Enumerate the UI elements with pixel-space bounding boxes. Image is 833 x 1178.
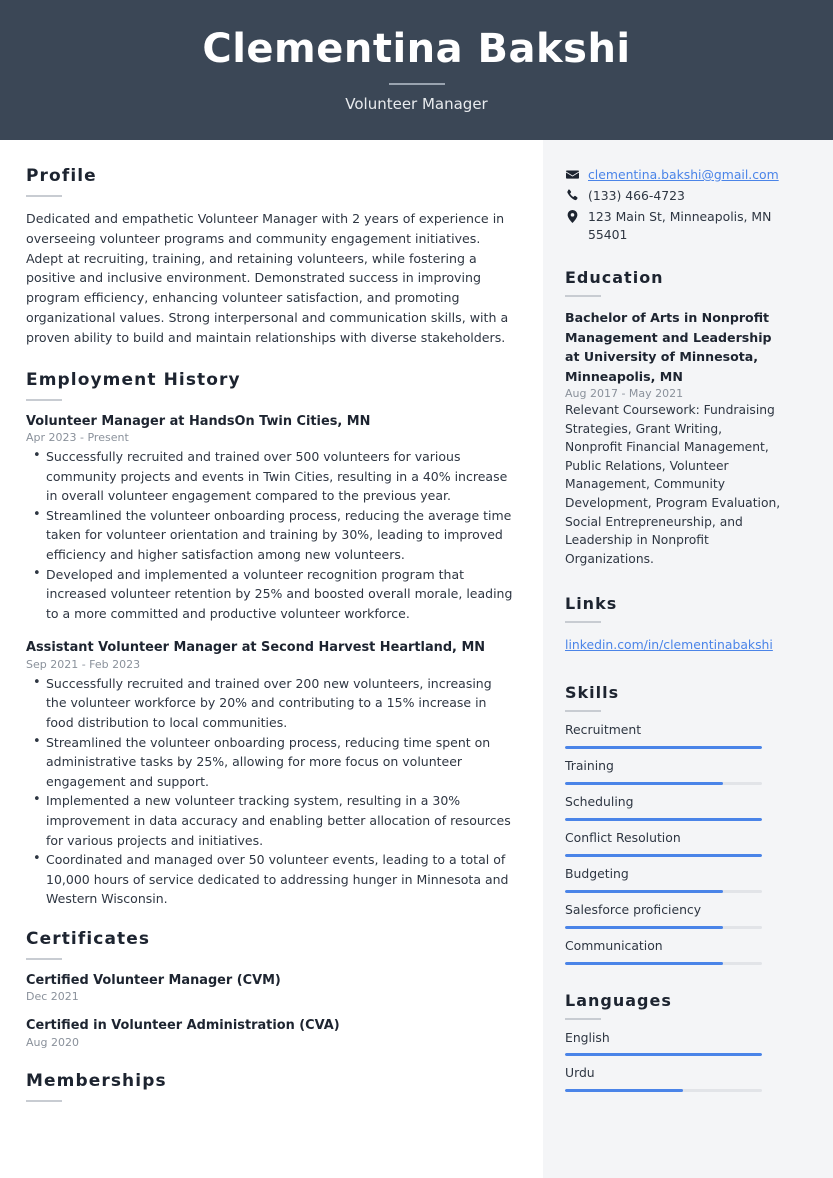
skill-level-bar [565,818,762,821]
section-education [565,268,783,568]
section-certificates [26,929,515,1049]
resume-body [0,140,833,1178]
certificate-title: Certified Volunteer Manager (CVM) [26,972,281,988]
sidebar-column [543,140,833,1178]
skill-label: Salesforce proficiency [565,901,702,917]
skill-item [565,759,783,785]
skill-level-bar [565,782,762,785]
employment-entry [26,413,515,624]
envelope-icon [565,166,579,181]
section-profile [26,166,515,348]
skill-label: Conflict Resolution [565,830,681,846]
skill-level-bar [565,962,762,965]
list-item: • Successfully recruited and trained over 500 volunteers for various community projects and events in Twin Cities, resulting in a 40% increase in overall volunteer engagement compared to the previous year. [26,447,515,506]
language-level-bar [565,1053,762,1056]
skills-list [565,723,783,964]
main-column [0,140,543,1178]
section-employment-history [26,370,515,909]
skill-label: Recruitment [565,722,642,738]
language-level-bar [565,1089,762,1092]
contact-value: 123 Main St, Minneapolis, MN 55401 [588,209,772,242]
skill-level-fill [565,926,723,929]
section-memberships [26,1071,515,1102]
section-rule [565,295,601,297]
employment-bullets [26,674,515,909]
list-item: • Coordinated and managed over 50 volunteer events, leading to a total of 10,000 hours of service dedicated to addressing hunger in Minnesota and Western Wisconsin. [26,850,515,909]
location-pin-icon [565,208,579,223]
header-divider [389,83,445,85]
skill-level-fill [565,818,762,821]
section-heading-certificates: Certificates [26,928,151,949]
section-rule [26,958,62,960]
skill-item [565,867,783,893]
employment-date: Apr 2023 - Present [26,431,129,444]
phone-icon [565,187,579,201]
language-level-fill [565,1053,762,1056]
employment-date: Sep 2021 - Feb 2023 [26,657,141,671]
skill-item [565,723,783,749]
section-heading-languages: Languages [565,990,672,1010]
skill-label: Scheduling [565,794,634,810]
employment-bullets [26,447,515,623]
contact-row [565,187,783,205]
education-date: Aug 2017 - May 2021 [565,387,684,401]
section-rule [26,1100,62,1102]
contact-row [565,208,783,244]
language-label: English [565,1029,610,1045]
skill-item [565,939,783,965]
languages-list [565,1031,783,1093]
language-level-fill [565,1089,683,1092]
skill-level-fill [565,890,723,893]
skill-label: Training [565,758,614,774]
section-heading-profile: Profile [26,166,97,186]
contact-email-link[interactable]: clementina.bakshi@gmail.com [588,167,779,182]
language-item [565,1031,783,1057]
skill-level-bar [565,854,762,857]
section-rule [565,710,601,712]
list-item: • Successfully recruited and trained over 200 new volunteers, increasing the volunteer workforce by 20% and contributing to a 15% increase in food distribution to local communities. [26,674,515,733]
resume-header [0,0,833,140]
education-description: Relevant Coursework: Fundraising Strategies, Grant Writing, Nonprofit Financial Management, Public Relations, Volunteer Management, Community Development, Program Evaluation, Social Entrepreneurship, and Leadership in Nonprofit Organizations. [565,403,781,566]
contact-value: (133) 466-4723 [588,188,685,203]
section-languages [565,991,783,1093]
section-links [565,594,783,653]
certificate-title: Certified in Volunteer Administration (CVA) [26,1018,340,1034]
certificate-entry [26,972,515,1003]
language-item [565,1066,783,1092]
language-label: Urdu [565,1065,595,1081]
section-heading-links: Links [565,594,618,614]
profile-text: Dedicated and empathetic Volunteer Manager with 2 years of experience in overseeing volunteer programs and community engagement initiatives. Adept at recruiting, training, and retaining volunteers, while fostering a positive and inclusive environment. Demonstrated success in improving program efficiency, enhancing volunteer satisfaction, and promoting organizational values. Strong interpersonal and communication skills, with a proven ability to build and maintain relationships with diverse stakeholders. [26,211,509,345]
skill-item [565,903,783,929]
section-rule [565,1018,601,1020]
skill-label: Budgeting [565,865,629,881]
skill-level-fill [565,854,762,857]
employment-entry [26,639,515,909]
candidate-name: Clementina Bakshi [202,26,631,72]
list-item: • Streamlined the volunteer onboarding process, reducing the average time taken for volunteer orientation and training by 30%, leading to improved efficiency and higher satisfaction among new volunteers. [26,506,515,565]
skill-label: Communication [565,937,663,953]
list-item: • Developed and implemented a volunteer recognition program that increased volunteer retention by 25% and boosted overall morale, leading to a more committed and productive volunteer workforce. [26,565,515,624]
list-item: • Streamlined the volunteer onboarding process, reducing time spent on administrative tasks by 25%, allowing for more focus on volunteer engagement and support. [26,733,515,792]
employment-list [26,413,515,909]
section-rule [565,621,601,623]
skill-item [565,831,783,857]
candidate-job-title: Volunteer Manager [345,95,488,113]
skill-level-bar [565,746,762,749]
section-heading-memberships: Memberships [26,1070,167,1091]
section-skills [565,683,783,964]
section-heading-education: Education [565,268,664,287]
certificates-list [26,972,515,1049]
skill-level-bar [565,890,762,893]
skill-level-fill [565,962,723,965]
employment-title: Assistant Volunteer Manager at Second Harvest Heartland, MN [26,640,486,656]
education-title: Bachelor of Arts in Nonprofit Management and Leadership at University of Minnesota, Minneapolis, MN [565,310,772,384]
certificate-entry [26,1017,515,1048]
contact-row[interactable] [565,166,783,184]
certificate-date: Dec 2021 [26,990,79,1004]
list-item: • Implemented a new volunteer tracking system, resulting in a 30% improvement in data accuracy and enabling better allocation of resources for various projects and initiatives. [26,791,515,850]
skill-level-bar [565,926,762,929]
link-linkedin[interactable]: linkedin.com/in/clementinabakshi [565,637,773,653]
skill-level-fill [565,746,762,749]
contact-details [565,166,783,244]
employment-title: Volunteer Manager at HandsOn Twin Cities, MN [26,413,371,429]
section-rule [26,399,62,401]
skill-level-fill [565,782,723,785]
section-rule [26,195,62,197]
section-heading-skills: Skills [565,683,620,703]
section-heading-employment: Employment History [26,369,241,390]
certificate-date: Aug 2020 [26,1035,79,1049]
skill-item [565,795,783,821]
